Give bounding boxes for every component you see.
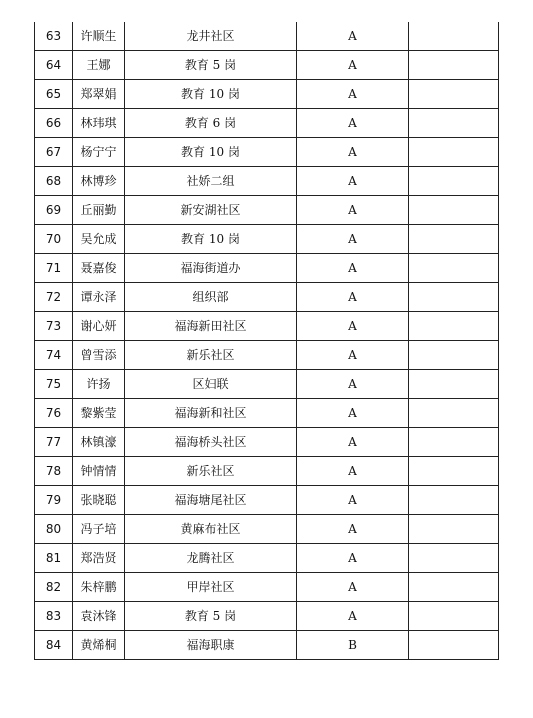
note-cell [409, 370, 499, 399]
note-cell [409, 109, 499, 138]
grade-cell: A [297, 254, 409, 283]
unit-cell: 福海街道办 [125, 254, 297, 283]
name-cell: 杨宁宁 [73, 138, 125, 167]
unit-cell: 福海桥头社区 [125, 428, 297, 457]
grade-cell: A [297, 51, 409, 80]
unit-cell: 教育 10 岗 [125, 80, 297, 109]
grade-cell: A [297, 138, 409, 167]
note-cell [409, 457, 499, 486]
note-cell [409, 51, 499, 80]
note-cell [409, 80, 499, 109]
row-number-cell: 78 [35, 457, 73, 486]
unit-cell: 福海塘尾社区 [125, 486, 297, 515]
name-cell: 林玮琪 [73, 109, 125, 138]
grade-cell: A [297, 573, 409, 602]
table-row [35, 225, 499, 254]
table-row [35, 486, 499, 515]
name-cell: 丘丽勤 [73, 196, 125, 225]
unit-cell: 龙井社区 [125, 22, 297, 51]
grade-cell: A [297, 486, 409, 515]
name-cell: 曾雪添 [73, 341, 125, 370]
name-cell: 郑翠娟 [73, 80, 125, 109]
row-number-cell: 71 [35, 254, 73, 283]
table-row [35, 254, 499, 283]
table-row [35, 22, 499, 51]
name-cell: 谭永泽 [73, 283, 125, 312]
unit-cell: 新乐社区 [125, 457, 297, 486]
note-cell [409, 573, 499, 602]
name-cell: 郑浩贤 [73, 544, 125, 573]
grade-cell: A [297, 370, 409, 399]
name-cell: 聂嘉俊 [73, 254, 125, 283]
row-number-cell: 80 [35, 515, 73, 544]
note-cell [409, 254, 499, 283]
note-cell [409, 138, 499, 167]
table-row [35, 109, 499, 138]
row-number-cell: 77 [35, 428, 73, 457]
table-row [35, 312, 499, 341]
grade-cell: A [297, 399, 409, 428]
name-cell: 许扬 [73, 370, 125, 399]
grade-cell: A [297, 515, 409, 544]
unit-cell: 新乐社区 [125, 341, 297, 370]
name-cell: 林博珍 [73, 167, 125, 196]
row-number-cell: 63 [35, 22, 73, 51]
row-number-cell: 81 [35, 544, 73, 573]
note-cell [409, 631, 499, 660]
roster-table [34, 22, 499, 660]
note-cell [409, 283, 499, 312]
note-cell [409, 167, 499, 196]
table-row [35, 602, 499, 631]
unit-cell: 福海职康 [125, 631, 297, 660]
note-cell [409, 312, 499, 341]
row-number-cell: 79 [35, 486, 73, 515]
table-row [35, 138, 499, 167]
unit-cell: 甲岸社区 [125, 573, 297, 602]
grade-cell: A [297, 80, 409, 109]
grade-cell: A [297, 196, 409, 225]
row-number-cell: 84 [35, 631, 73, 660]
unit-cell: 社娇二组 [125, 167, 297, 196]
grade-cell: A [297, 428, 409, 457]
unit-cell: 黄麻布社区 [125, 515, 297, 544]
unit-cell: 教育 10 岗 [125, 138, 297, 167]
name-cell: 黄烯桐 [73, 631, 125, 660]
table-row [35, 283, 499, 312]
grade-cell: A [297, 225, 409, 254]
table-row [35, 399, 499, 428]
row-number-cell: 72 [35, 283, 73, 312]
row-number-cell: 66 [35, 109, 73, 138]
name-cell: 林镇濠 [73, 428, 125, 457]
grade-cell: A [297, 457, 409, 486]
unit-cell: 新安湖社区 [125, 196, 297, 225]
row-number-cell: 75 [35, 370, 73, 399]
table-row [35, 370, 499, 399]
name-cell: 钟情情 [73, 457, 125, 486]
grade-cell: B [297, 631, 409, 660]
table-row [35, 196, 499, 225]
row-number-cell: 83 [35, 602, 73, 631]
unit-cell: 区妇联 [125, 370, 297, 399]
grade-cell: A [297, 602, 409, 631]
name-cell: 黎紫莹 [73, 399, 125, 428]
name-cell: 冯子培 [73, 515, 125, 544]
row-number-cell: 67 [35, 138, 73, 167]
note-cell [409, 341, 499, 370]
table-row [35, 167, 499, 196]
unit-cell: 教育 5 岗 [125, 602, 297, 631]
table-row [35, 428, 499, 457]
unit-cell: 福海新和社区 [125, 399, 297, 428]
row-number-cell: 70 [35, 225, 73, 254]
table-row [35, 80, 499, 109]
note-cell [409, 399, 499, 428]
note-cell [409, 602, 499, 631]
row-number-cell: 74 [35, 341, 73, 370]
grade-cell: A [297, 283, 409, 312]
row-number-cell: 64 [35, 51, 73, 80]
unit-cell: 福海新田社区 [125, 312, 297, 341]
grade-cell: A [297, 109, 409, 138]
unit-cell: 教育 5 岗 [125, 51, 297, 80]
grade-cell: A [297, 544, 409, 573]
table-row [35, 515, 499, 544]
note-cell [409, 515, 499, 544]
unit-cell: 教育 10 岗 [125, 225, 297, 254]
note-cell [409, 428, 499, 457]
name-cell: 王娜 [73, 51, 125, 80]
note-cell [409, 486, 499, 515]
grade-cell: A [297, 312, 409, 341]
name-cell: 吴允成 [73, 225, 125, 254]
name-cell: 许顺生 [73, 22, 125, 51]
table-row [35, 457, 499, 486]
table-row [35, 341, 499, 370]
row-number-cell: 82 [35, 573, 73, 602]
row-number-cell: 69 [35, 196, 73, 225]
note-cell [409, 196, 499, 225]
name-cell: 朱梓鹏 [73, 573, 125, 602]
row-number-cell: 73 [35, 312, 73, 341]
table-row [35, 51, 499, 80]
name-cell: 谢心妍 [73, 312, 125, 341]
grade-cell: A [297, 167, 409, 196]
grade-cell: A [297, 22, 409, 51]
table-row [35, 631, 499, 660]
table-row [35, 544, 499, 573]
note-cell [409, 544, 499, 573]
roster-table-body [35, 22, 499, 660]
note-cell [409, 22, 499, 51]
unit-cell: 教育 6 岗 [125, 109, 297, 138]
row-number-cell: 76 [35, 399, 73, 428]
row-number-cell: 68 [35, 167, 73, 196]
name-cell: 袁沐锋 [73, 602, 125, 631]
unit-cell: 组织部 [125, 283, 297, 312]
grade-cell: A [297, 341, 409, 370]
note-cell [409, 225, 499, 254]
row-number-cell: 65 [35, 80, 73, 109]
name-cell: 张晓聪 [73, 486, 125, 515]
unit-cell: 龙腾社区 [125, 544, 297, 573]
table-row [35, 573, 499, 602]
